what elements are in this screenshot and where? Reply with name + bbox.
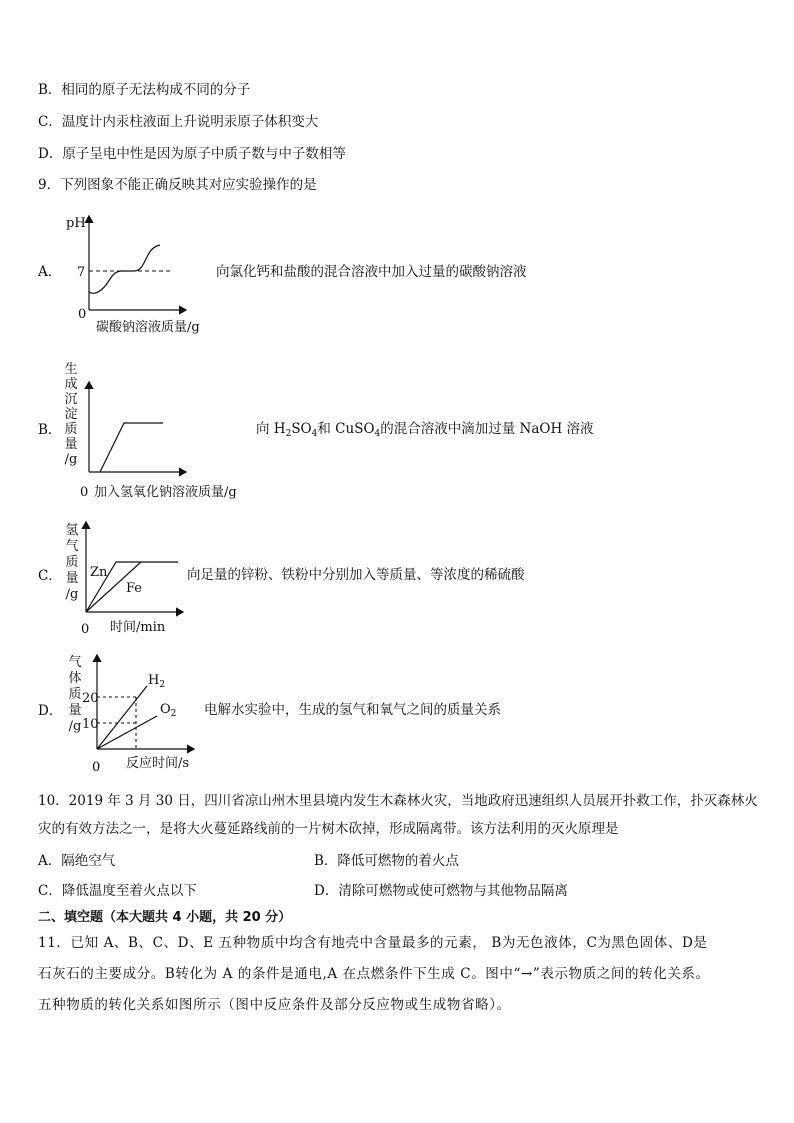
graph-b-y-char: 成 (64, 377, 78, 392)
q10-option-d: D．清除可燃物或使可燃物与其他物品隔离 (314, 883, 568, 899)
graph-d-y-char: 体 (68, 671, 82, 686)
graph-c-origin: 0 (81, 622, 90, 637)
graph-a-y-label: pH (66, 216, 86, 231)
q9-option-c-desc: 向足量的锌粉、铁粉中分别加入等质量、等浓度的稀硫酸 (187, 567, 525, 583)
graph-d-o2-label: $O_2$ (160, 702, 177, 719)
graph-c-x-label: 时间/min (110, 620, 166, 635)
graph-d-o2-line (97, 716, 157, 749)
question-11-line-3: 五种物质的转化关系如图所示（图中反应条件及部分反应物或生成物省略）。 (38, 997, 511, 1013)
graph-d-y-char: 质 (68, 687, 82, 702)
graph-a-tick-7: 7 (77, 265, 86, 280)
question-11-line-2: 石灰石的主要成分。B转化为 A 的条件是通电,A 在点燃条件下生成 C。图中“→”表示物质之间的转化关系。 (38, 966, 710, 982)
q9-option-a-desc: 向氯化钙和盐酸的混合溶液中加入过量的碳酸钠溶液 (216, 264, 527, 280)
graph-d-y-char: 气 (68, 655, 82, 670)
section-2-heading: 二、填空题（本大题共 4 小题，共 20 分） (38, 910, 292, 925)
graph-d-origin: 0 (92, 760, 101, 775)
graph-c-y-char: 氢 (65, 523, 79, 538)
graph-d-y-char: 量 (68, 703, 82, 718)
graph-a-x-label: 碳酸钠溶液质量/g (96, 320, 200, 335)
desc-b-mid1: SO (291, 421, 312, 437)
graph-b-y-char: 量 (64, 437, 78, 452)
option-c-text: C．温度计内汞柱液面上升说明汞原子体积变大 (38, 114, 319, 130)
graph-b-y-char: 生 (64, 362, 78, 377)
graph-c-y-char: 质 (65, 555, 79, 570)
graph-b-y-char: 沉 (64, 392, 78, 407)
graph-a-origin: 0 (78, 307, 87, 322)
graph-d-tick-20: 20 (82, 691, 99, 706)
q10-option-a: A．隔绝空气 (38, 853, 116, 869)
q10-option-b: B．降低可燃物的着火点 (314, 853, 459, 869)
graph-d-tick-10: 10 (82, 717, 99, 732)
graph-b-origin: 0 (80, 485, 89, 500)
desc-b-sub2: 4 (311, 429, 318, 439)
q9-option-d-label: D． (38, 703, 63, 719)
q9-option-d-desc: 电解水实验中，生成的氢气和氧气之间的质量关系 (204, 702, 501, 718)
question-10-line-1: 10．2019 年 3 月 30 日，四川省凉山州木里县境内发生木森林火灾，当地政府迅速组织人员展开扑救工作，扑灭森林火 (38, 793, 758, 809)
graph-d-x-label: 反应时间/s (126, 756, 190, 771)
graph-b-x-label: 加入氢氧化钠溶液质量/g (94, 485, 237, 500)
desc-b-sub3: 4 (374, 429, 381, 439)
q9-option-a-label: A． (38, 264, 62, 280)
graph-b-y-char: /g (64, 452, 78, 467)
graph-d-h2-line (97, 686, 147, 749)
graph-b-y-char: 质 (64, 422, 78, 437)
desc-b-mid2: 和 CuSO (317, 421, 375, 437)
q10-option-c: C．降低温度至着火点以下 (38, 883, 197, 899)
q9-option-c-label: C． (38, 568, 62, 584)
graph-c-y-char: 气 (65, 539, 79, 554)
graph-d-y-char: /g (68, 719, 82, 734)
graph-d-h2-label: $H_2$ (148, 673, 166, 690)
question-10-line-2: 灾的有效方法之一，是将大火蔓延路线前的一片树木砍掉，形成隔离带。该方法利用的灭火原理是 (38, 821, 619, 837)
option-d-text: D．原子呈电中性是因为原子中质子数与中子数相等 (38, 146, 346, 162)
graph-c-y-char: /g (65, 587, 79, 602)
desc-b-post: 的混合溶液中滴加过量 NaOH 溶液 (380, 421, 594, 437)
question-11-line-1: 11．已知 A、B、C、D、E 五种物质中均含有地壳中含量最多的元素， B为无色液体，C为黑色固体、D是 (38, 935, 708, 951)
desc-b-sub1: 2 (285, 429, 292, 439)
option-b-text: B．相同的原子无法构成不同的分子 (38, 82, 251, 98)
question-9-stem: 9．下列图象不能正确反映其对应实验操作的是 (38, 177, 317, 193)
graph-c-fe-label: Fe (126, 581, 143, 596)
graph-c-y-char: 量 (65, 571, 79, 586)
graph-b-y-char: 淀 (64, 407, 78, 422)
graph-c-zn-label: Zn (90, 565, 108, 580)
desc-b-pre: 向 H (256, 421, 286, 437)
q9-option-b-label: B． (38, 422, 62, 438)
